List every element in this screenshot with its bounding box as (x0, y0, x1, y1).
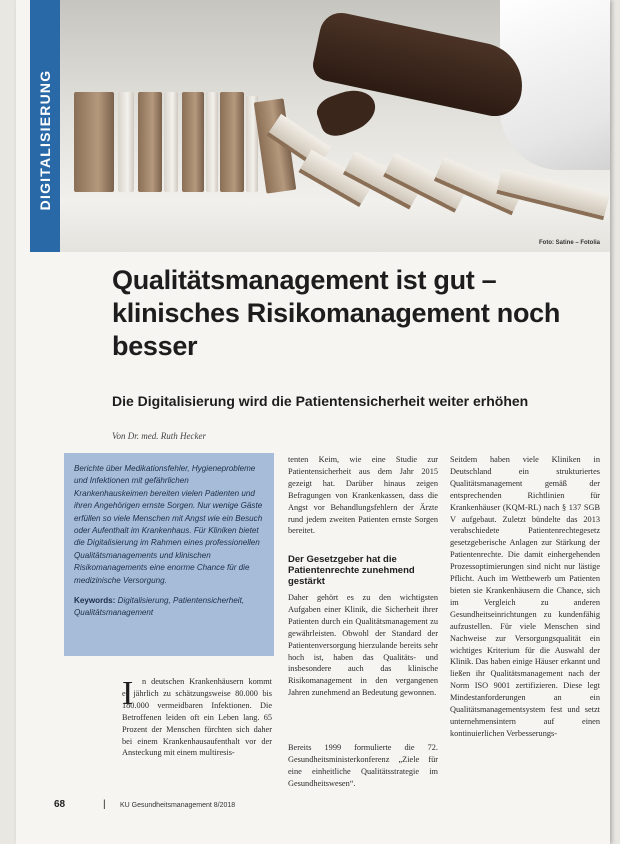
magazine-page (16, 0, 610, 844)
page-number: 68 (54, 799, 66, 810)
domino-tile (74, 92, 114, 192)
photo-credit: Foto: Satine – Fotolia (539, 240, 600, 246)
publication-name: KU Gesundheitsmanagement 8/2018 (120, 802, 236, 809)
abstract-text: Berichte über Medikationsfehler, Hygieneprobleme und Infektionen mit gefährlichen Krankenhauskeimen bereiten vielen Patienten und ihren Angehörigen ernste Sorgen. Nur wenige Gäste erfüllen so viele Menschen mit Angst wie ein Besuch oder Aufenthalt im Krankenhaus. Für Kliniken bietet die Digitalisierung im Rahmen eines professionellen Qualitätsmanagements und klinischen Risikomanagements eine enorme Chance für die medizinische Versorgung. (74, 464, 263, 585)
section-heading: Der Gesetzgeber hat die Patientenrechte zunehmend gestärkt (288, 554, 415, 587)
domino-tile (118, 92, 134, 192)
article-title: Qualitätsmanagement ist gut – klinisches Risikomanagement noch besser (112, 265, 561, 361)
domino-tile (220, 92, 244, 192)
body-column-3: Seitdem haben viele Kliniken in Deutschland ein strukturiertes Qualitätsmanagement gemäß der entsprechenden Richtlinien für Krankenhäuser (KQM-RL) nach § 137 SGB V aufgebaut. Zuletzt bündelte das 2013 verabschiedete Patientenrechtegesetz gesetzgeberische Anlagen zur Stärkung der Patientenrechte. Die damit einhergehenden Prozessoptimierungen sind nicht nur lästige Pflicht. Auch im Wettbewerb um Patienten bieten sie Krankenhäusern die Chance, sich im Vergleich zu anderen Gesundheitseinrichtungen zu kundenfähig aufzustellen. Für viele Menschen sind Nachweise zur Versorgungsqualität ein wichtiges Kriterium für die Auswahl der Klinik. Das haben einige Häuser erkannt und ließen ihr Qualitätsmanagement nach der Norm ISO 9001 zertifizieren. Diese legt Mindestanforderungen an ein Qualitätsmanagementsystem fest und setzt unternehmensintern auf einen kontinuierlichen Verbesserungs- (450, 455, 600, 738)
keywords-label: Keywords: (74, 596, 116, 606)
abstract-box (64, 453, 274, 656)
keywords-text: Digitalisierung, Patientensicherheit, Qualitätsmanagement (74, 596, 245, 618)
domino-photo (60, 0, 610, 252)
pointing-finger (313, 83, 381, 140)
body-column-2-intro: tenten Keim, wie eine Studie zur Patientensicherheit aus dem Jahr 2015 gezeigt hat. Darüber hinaus zeigen Befragungen von Krankenkassen, dass die Angst vor Behandlungsfehlern der Ärzte rund jedem zweiten Patienten ernste Sorgen bereitet. (288, 455, 438, 536)
domino-tile (164, 92, 178, 192)
domino-tile (138, 92, 162, 192)
domino-tile (182, 92, 204, 192)
footer-separator: | (103, 799, 106, 810)
section-tab-label: DIGITALISIERUNG (37, 69, 53, 211)
author-byline: Von Dr. med. Ruth Hecker (112, 431, 206, 441)
article-subtitle: Die Digitalisierung wird die Patientensicherheit weiter erhöhen (112, 393, 529, 409)
body-column-1: n deutschen Krankenhäusern kommt es jährlich zu schätzungsweise 80.000 bis 180.000 vermeidbaren Infektionen. Die Betroffenen leiden oft ein Leben lang. 65 Prozent der Menschen fürchten sich daher bei einem Krankenhausaufenthalt vor der Ansteckung mit einem multiresis- (122, 677, 272, 758)
domino-tile (206, 92, 218, 192)
keywords (74, 595, 264, 620)
drop-cap: I (122, 675, 134, 712)
body-column-2-text: Daher gehört es zu den wichtigsten Aufgaben einer Klinik, die Sicherheit ihrer Patienten durch ein Qualitätsmanagement zu gewährleisten. Obwohl der Standard der Patientenversorgung hierzulande bereits sehr hoch ist, haben das Qualitäts- und insbesondere auch das klinische Risikomanagement in den vergangenen Jahren zunehmend an Bedeutung gewonnen. (288, 593, 438, 698)
body-column-2-end: Bereits 1999 formulierte die 72. Gesundheitsministerkonferenz „Ziele für eine einheitliche Qualitätsstrategie im Gesundheitswesen“. (288, 743, 438, 788)
